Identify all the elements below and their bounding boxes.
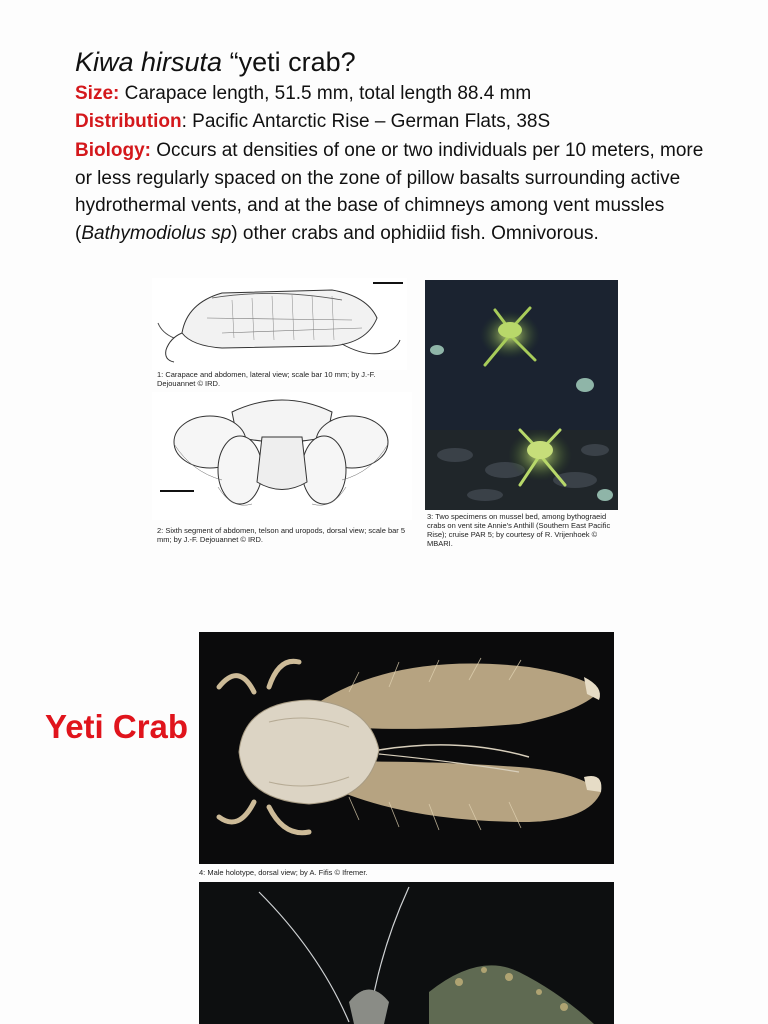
figure-3-caption: 3: Two specimens on mussel bed, among bythograeid crabs on vent site Annie's Anthill (Southern East Pacific Rise); cruise PAR 5; by courtesy of R. Vrijenhoek © MBARI.: [427, 512, 611, 548]
biology-paragraph: [75, 137, 725, 247]
scale-bar-2: [160, 490, 194, 492]
figure-2-drawing: [152, 392, 412, 520]
figure-2-caption: 2: Sixth segment of abdomen, telson and uropods, dorsal view; scale bar 5 mm; by J.-F. Dejouannet © IRD.: [157, 526, 406, 544]
scale-bar-1: [373, 282, 403, 284]
distribution-line: [75, 108, 550, 135]
biology-text-1: Occurs at densities of one or two individuals per 10 meters, more or less regularly spaced on the zone of pillow basalts surrounding active hydrothermal vents, and at the base of chimneys among vent mussles (: [75, 140, 704, 244]
biology-label: Biology:: [75, 140, 151, 161]
page-title: [75, 46, 356, 78]
biology-text-2: ) other crabs and ophidiid fish. Omnivorous.: [231, 222, 599, 244]
figure-1-caption: 1: Carapace and abdomen, lateral view; scale bar 10 mm; by J.-F. Dejouannet © IRD.: [157, 370, 376, 388]
distribution-text: : Pacific Antarctic Rise – German Flats, 38S: [181, 111, 551, 132]
figure-5-photo: [199, 882, 614, 1024]
figure-3-photo: [425, 280, 618, 510]
figure-1-drawing: [152, 278, 407, 370]
species-name: Kiwa hirsuta: [75, 47, 223, 77]
common-name: “yeti crab?: [222, 47, 356, 77]
yeti-crab-label: Yeti Crab: [45, 708, 189, 745]
figure-4-caption: 4: Male holotype, dorsal view; by A. Fifis © Ifremer.: [199, 868, 368, 877]
size-line: [75, 80, 531, 107]
distribution-label: Distribution: [75, 111, 182, 132]
biology-genus: Bathymodiolus sp: [81, 222, 232, 244]
size-text: Carapace length, 51.5 mm, total length 88.4 mm: [119, 83, 532, 104]
figure-4-photo: [199, 632, 614, 864]
size-label: Size:: [75, 83, 120, 104]
